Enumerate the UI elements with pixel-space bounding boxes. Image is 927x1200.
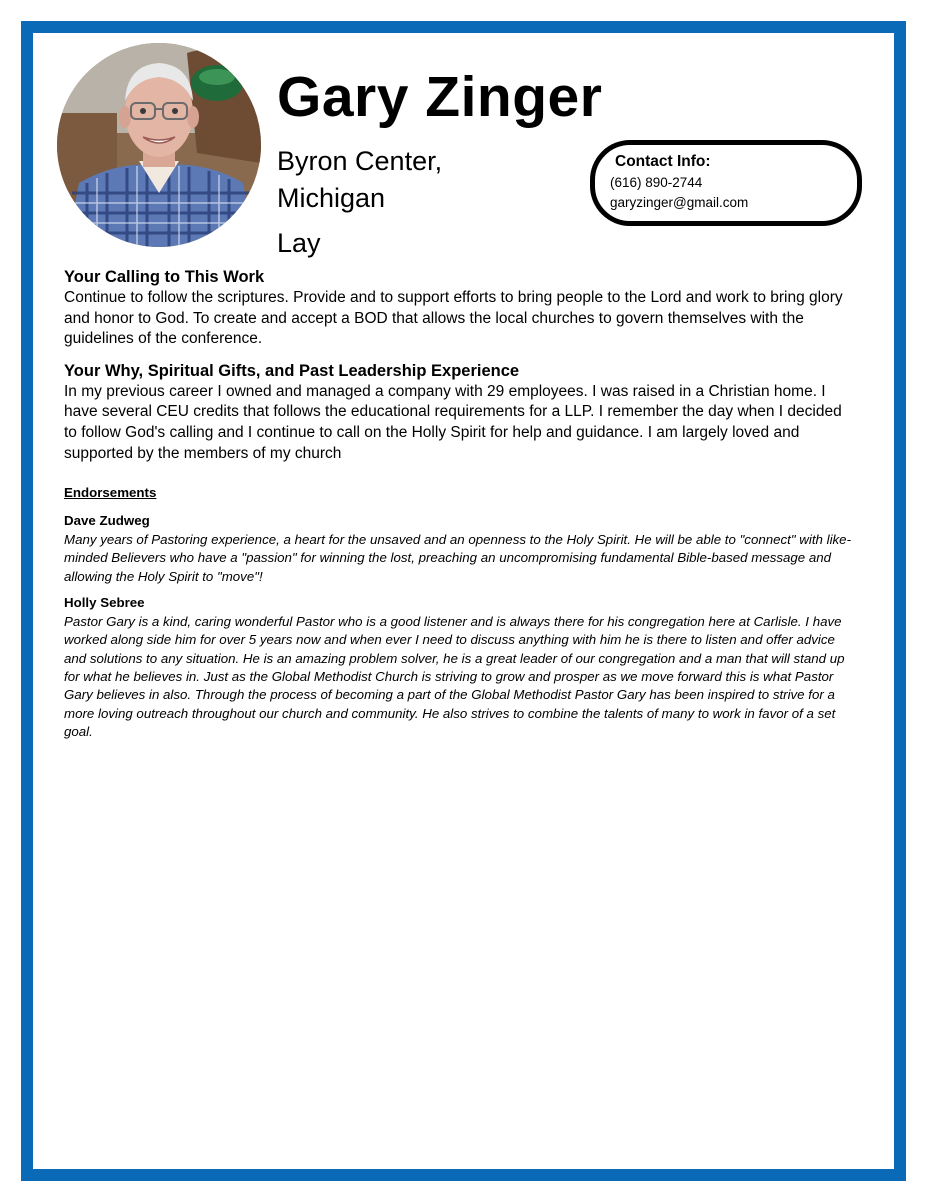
contact-email: garyzinger@gmail.com xyxy=(610,195,749,210)
candidate-role: Lay xyxy=(277,228,321,258)
endorsement-text: Pastor Gary is a kind, caring wonderful Pastor who is a good listener and is always there for his congregation here at Carlisle. I have worked along side him for over 5 years now and when ever I need to discuss anything with him he is there to listen and offer advice and solutions to any situation. He is an amazing problem solver, he is a great leader of our congregation and a man that will stand up for what he believes in. Just as the Global Methodist Church is striving to grow and prosper as we move forward this is what Pastor Gary believes in also. Through the process of becoming a part of the Global Methodist Pastor Gary has been inspired to strive for a more loving outreach throughout our church and community. He also strives to combine the talents of many to work in favor of a set goal. xyxy=(64,614,845,739)
portrait-photo-icon xyxy=(57,43,261,247)
endorser-name: Dave Zudweg xyxy=(64,513,150,529)
endorsements-heading: Endorsements xyxy=(64,485,157,501)
section-calling-title: Your Calling to This Work xyxy=(64,268,265,286)
candidate-name: Gary Zinger xyxy=(277,65,603,129)
profile-photo xyxy=(57,43,261,247)
contact-info-box xyxy=(590,140,862,226)
section-why-title: Your Why, Spiritual Gifts, and Past Leadership Experience xyxy=(64,361,520,380)
endorsement-text: Many years of Pastoring experience, a heart for the unsaved and an openness to the Holy Spirit. He will be able to "connect" with like-minded Believers who have a "passion" for winning the lost, preaching an uncompromising fundamental Bible-based message and allowing the Holy Spirit to "move"! xyxy=(64,532,852,584)
section-why-body: In my previous career I owned and managed a company with 29 employees. I was raised in a Christian home. I have several CEU credits that follows the educational requirements for a LLP. I remember the day when I decided to follow God's calling and I continue to call on the Holly Spirit for help and guidance. I am largely loved and supported by the members of my church xyxy=(64,382,842,462)
section-calling-body: Continue to follow the scriptures. Provide and to support efforts to bring people to the Lord and work to bring glory and honor to God. To create and accept a BOD that allows the local churches to govern themselves with the guidelines of the conference. xyxy=(64,289,843,348)
main-content xyxy=(64,266,854,741)
endorser-name: Holly Sebree xyxy=(64,595,145,611)
candidate-location: Byron Center, Michigan xyxy=(277,146,443,213)
contact-phone: (616) 890-2744 xyxy=(610,175,703,190)
contact-heading: Contact Info: xyxy=(615,153,711,170)
